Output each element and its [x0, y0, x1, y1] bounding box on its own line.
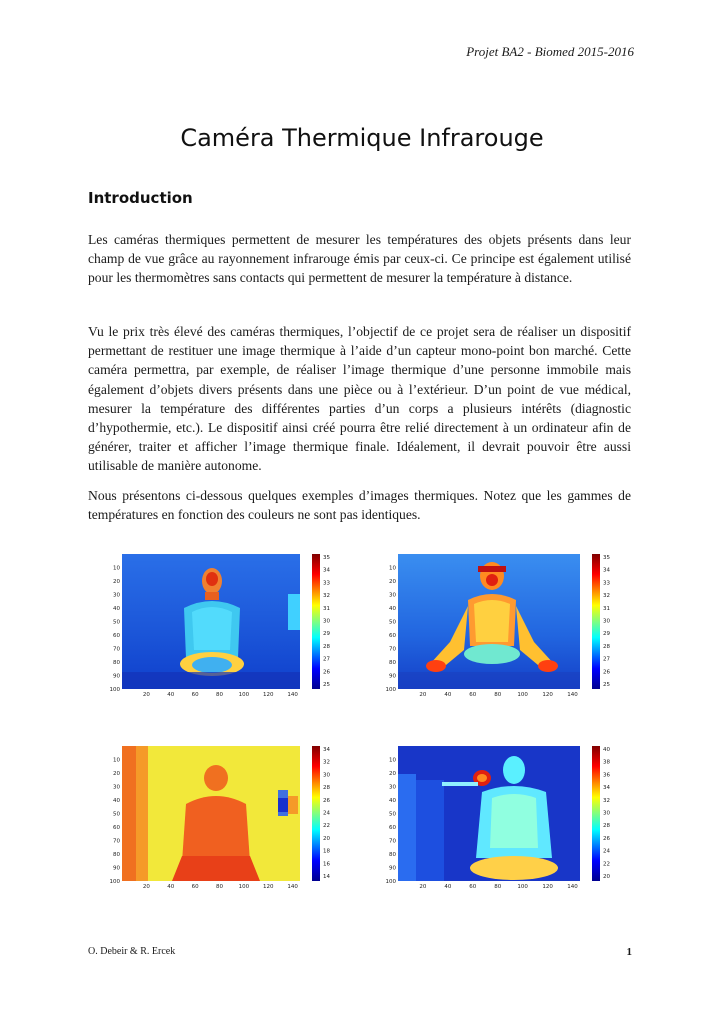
- y-tick-label: 90: [389, 673, 396, 680]
- x-tick-label: 120: [263, 884, 274, 890]
- y-tick-label: 60: [389, 825, 396, 831]
- thermal-image-2: [364, 546, 632, 702]
- y-tick-label: 40: [113, 798, 120, 804]
- x-tick-label: 100: [238, 692, 250, 698]
- colorbar-tick-label: 32: [603, 593, 610, 600]
- x-tick-label: 140: [567, 884, 578, 890]
- colorbar-tick-label: 35: [603, 555, 610, 561]
- y-tick-label: 80: [389, 660, 396, 666]
- colorbar-tick-label: 34: [603, 567, 610, 574]
- y-tick-label: 10: [389, 757, 396, 764]
- x-tick-label: 100: [517, 884, 528, 890]
- y-tick-label: 100: [385, 879, 396, 885]
- colorbar-tick-label: 26: [603, 835, 610, 842]
- x-tick-label: 100: [517, 692, 528, 698]
- y-tick-label: 80: [113, 660, 120, 666]
- colorbar-tick-label: 30: [603, 618, 610, 625]
- colorbar-tick-label: 30: [603, 810, 610, 817]
- colorbar-tick-label: 26: [603, 669, 610, 676]
- colorbar-tick-label: 26: [323, 797, 330, 804]
- y-tick-label: 90: [113, 865, 120, 872]
- colorbar-tick-label: 24: [603, 848, 610, 855]
- y-tick-label: 90: [389, 865, 396, 872]
- y-tick-label: 70: [113, 838, 120, 845]
- x-tick-label: 20: [419, 692, 427, 698]
- paragraph-3: Nous présentons ci-dessous quelques exemples d’images thermiques. Notez que les gammes de températures en fonction des couleurs ne sont pas identiques.: [88, 488, 631, 523]
- y-tick-label: 30: [389, 592, 396, 599]
- colorbar-tick-label: 28: [323, 785, 330, 792]
- colorbar-tick-label: 25: [603, 682, 610, 688]
- section-heading: Introduction: [88, 189, 193, 207]
- x-tick-label: 140: [567, 692, 578, 698]
- y-tick-label: 50: [389, 619, 396, 626]
- colorbar-tick-label: 28: [603, 643, 610, 650]
- header-project: Projet BA2 - Biomed 2015-2016: [466, 44, 634, 59]
- x-tick-label: 140: [287, 692, 298, 698]
- colorbar-tick-label: 36: [603, 772, 610, 779]
- x-tick-label: 80: [216, 884, 224, 890]
- colorbar-tick-label: 27: [323, 656, 330, 663]
- y-tick-label: 10: [389, 565, 396, 572]
- y-tick-label: 20: [113, 771, 120, 777]
- x-tick-label: 60: [469, 884, 477, 890]
- x-tick-label: 80: [216, 692, 224, 698]
- colorbar-tick-label: 22: [603, 861, 610, 868]
- colorbar-tick-label: 38: [603, 759, 610, 766]
- y-tick-label: 40: [389, 606, 396, 612]
- y-tick-label: 70: [389, 646, 396, 653]
- colorbar-tick-label: 26: [323, 669, 330, 676]
- colorbar-tick-label: 22: [323, 823, 330, 830]
- colorbar-tick-label: 35: [323, 555, 330, 561]
- colorbar-tick-label: 20: [603, 874, 610, 880]
- y-tick-label: 30: [113, 784, 120, 791]
- colorbar-tick-label: 16: [323, 861, 330, 868]
- x-tick-label: 120: [542, 884, 553, 890]
- page-number: 1: [626, 946, 632, 958]
- colorbar-tick-label: 20: [323, 835, 330, 842]
- y-tick-label: 40: [113, 606, 120, 612]
- colorbar-tick-label: 31: [603, 605, 610, 612]
- y-tick-label: 20: [389, 579, 396, 585]
- colorbar-tick-label: 34: [323, 747, 330, 753]
- y-tick-label: 100: [109, 687, 120, 693]
- y-tick-label: 100: [109, 879, 120, 885]
- x-tick-label: 60: [191, 884, 199, 890]
- colorbar-tick-label: 29: [603, 631, 610, 638]
- x-tick-label: 40: [167, 884, 175, 890]
- colorbar-tick-label: 29: [323, 631, 330, 638]
- thermal-image-3: [88, 738, 350, 894]
- y-tick-label: 60: [113, 633, 120, 639]
- colorbar-tick-label: 30: [323, 618, 330, 625]
- y-tick-label: 70: [113, 646, 120, 653]
- y-tick-label: 80: [389, 852, 396, 858]
- y-tick-label: 40: [389, 798, 396, 804]
- colorbar-tick-label: 27: [603, 656, 610, 663]
- x-tick-label: 120: [263, 692, 274, 698]
- y-tick-label: 100: [385, 687, 396, 693]
- y-tick-label: 30: [113, 592, 120, 599]
- footer-authors: O. Debeir & R. Ercek: [88, 946, 176, 957]
- x-tick-label: 140: [287, 884, 298, 890]
- colorbar-tick-label: 30: [323, 772, 330, 779]
- colorbar-tick-label: 34: [323, 567, 330, 574]
- thermal-image-1: [88, 546, 350, 702]
- colorbar-tick-label: 14: [323, 874, 330, 880]
- y-tick-label: 80: [113, 852, 120, 858]
- x-tick-label: 40: [444, 692, 452, 698]
- x-tick-label: 40: [444, 884, 452, 890]
- y-tick-label: 20: [389, 771, 396, 777]
- document-title: Caméra Thermique Infrarouge: [180, 124, 544, 152]
- x-tick-label: 60: [469, 692, 477, 698]
- colorbar-tick-label: 33: [323, 580, 330, 587]
- colorbar-tick-label: 18: [323, 848, 330, 855]
- colorbar-tick-label: 33: [603, 580, 610, 587]
- y-tick-label: 20: [113, 579, 120, 585]
- thermal-image-4: [364, 738, 632, 894]
- y-tick-label: 10: [113, 757, 120, 764]
- x-tick-label: 100: [238, 884, 250, 890]
- y-tick-label: 60: [389, 633, 396, 639]
- y-tick-label: 60: [113, 825, 120, 831]
- y-tick-label: 90: [113, 673, 120, 680]
- y-tick-label: 50: [113, 811, 120, 818]
- colorbar-tick-label: 31: [323, 605, 330, 612]
- colorbar-tick-label: 32: [323, 759, 330, 766]
- x-tick-label: 80: [494, 692, 502, 698]
- colorbar-tick-label: 24: [323, 810, 330, 817]
- y-tick-label: 10: [113, 565, 120, 572]
- y-tick-label: 50: [389, 811, 396, 818]
- y-tick-label: 50: [113, 619, 120, 626]
- x-tick-label: 20: [142, 884, 150, 890]
- colorbar-tick-label: 28: [603, 823, 610, 830]
- x-tick-label: 40: [167, 692, 175, 698]
- x-tick-label: 80: [494, 884, 502, 890]
- colorbar-tick-label: 40: [603, 747, 610, 753]
- x-tick-label: 20: [419, 884, 427, 890]
- y-tick-label: 30: [389, 784, 396, 791]
- x-tick-label: 120: [542, 692, 553, 698]
- colorbar-tick-label: 32: [323, 593, 330, 600]
- colorbar-tick-label: 25: [323, 682, 330, 688]
- x-tick-label: 20: [142, 692, 150, 698]
- y-tick-label: 70: [389, 838, 396, 845]
- colorbar-tick-label: 32: [603, 797, 610, 804]
- colorbar-tick-label: 28: [323, 643, 330, 650]
- paragraph-1: Les caméras thermiques permettent de mesurer les températures des objets présents dans leur champ de vue grâce au rayonnement infrarouge émis par ceux-ci. Ce principe est également utilisé pour les thermomètres sans contacts qui permettent de mesurer la température à distance.: [88, 232, 631, 286]
- colorbar-tick-label: 34: [603, 785, 610, 792]
- x-tick-label: 60: [191, 692, 199, 698]
- paragraph-2: Vu le prix très élevé des caméras thermiques, l’objectif de ce projet sera de réaliser un dispositif permettant de restituer une image thermique à l’aide d’un capteur mono-point bon marché. Cette caméra permettra, par exemple, de réaliser l’image thermique d’une personne immobile mais également d’objets divers présents dans une pièce ou à l’extérieur. D’un point de vue médical, mesurer la température des différentes parties d’un corps a plusieurs intérêts (diagnostic d’hypothermie, etc.). Le dispositif ainsi créé pourra être relié directement à un ordinateur afin de générer, traiter et afficher l’image thermique finale. Idéalement, il devrait pouvoir être aussi utilisable de manière autonome.: [88, 324, 631, 474]
